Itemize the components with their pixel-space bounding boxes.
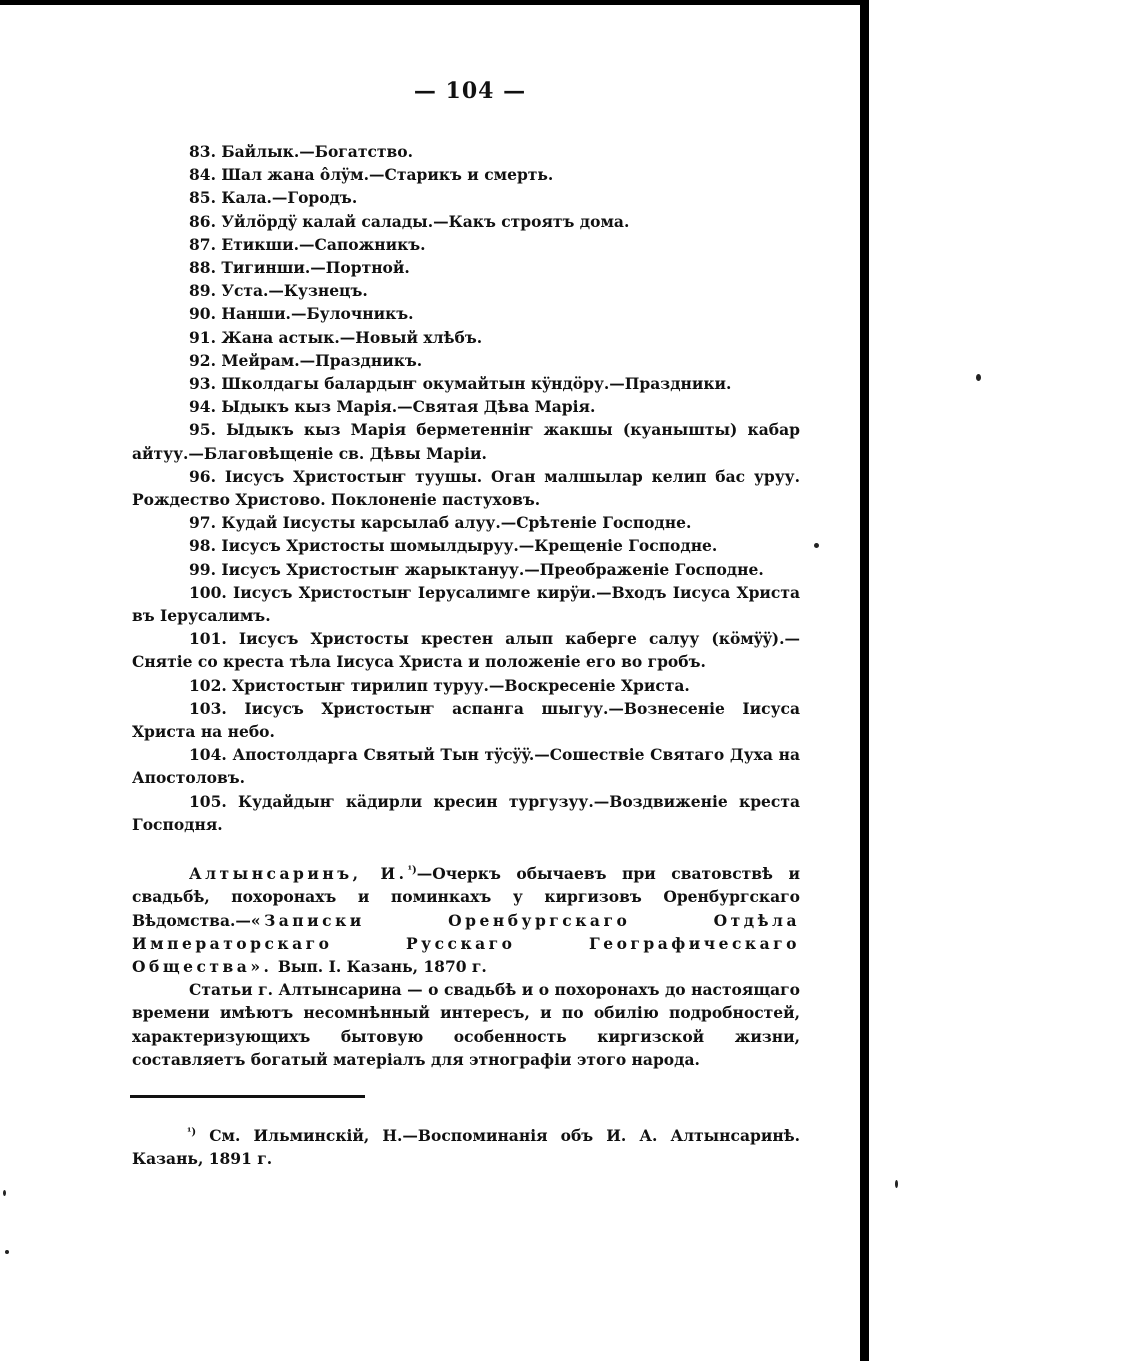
entry-text: Тигинши.—Портной. bbox=[221, 258, 410, 278]
entry-number: 96. bbox=[189, 466, 216, 486]
entry-number: 103. bbox=[189, 698, 227, 718]
entry-number: 92. bbox=[189, 350, 216, 370]
entry-text: Христостыҥ тирилип туруу.—Воскресенiе Христа. bbox=[232, 675, 690, 695]
bibliography-entry bbox=[132, 859, 800, 978]
scan-speck bbox=[3, 1190, 6, 1196]
scan-speck bbox=[5, 1250, 9, 1254]
entry-text: Кудайдыҥ кäдирли кресин тургузуу.—Воздвиженiе креста Господня. bbox=[132, 791, 800, 834]
entry-number: 104. bbox=[189, 745, 227, 765]
entry-text: Уйлöрдÿ калай салады.—Какъ строятъ дома. bbox=[221, 211, 630, 231]
list-item bbox=[132, 534, 800, 557]
entry-number: 89. bbox=[189, 281, 216, 301]
scan-speck bbox=[814, 543, 819, 548]
entry-number: 90. bbox=[189, 304, 216, 324]
entry-number: 87. bbox=[189, 234, 216, 254]
entry-text: Ыдыкъ кыз Марiя берметеннiҥ жакшы (куанышты) кабар айтуу.—Благовѣщенiе св. Дѣвы Марiи. bbox=[132, 420, 800, 463]
section-spacer bbox=[132, 836, 800, 859]
footnote-text: См. Ильминскiй, Н.—Воспоминанiя объ И. А. Алтынсаринѣ. Казань, 1891 г. bbox=[132, 1126, 800, 1169]
page-number: — 104 — bbox=[413, 78, 527, 104]
entry-number: 88. bbox=[189, 258, 216, 278]
entry-text: Апостолдарга Святый Тын тÿсÿÿ.—Сошествiе Святаго Духа на Апостоловъ. bbox=[132, 745, 800, 788]
entry-number: 98. bbox=[189, 536, 216, 556]
list-item bbox=[132, 349, 800, 372]
bibliography-journal: «Записки Оренбургскаго Отдѣла Императорскаго Русскаго Географическаго Общества». bbox=[132, 910, 800, 977]
entry-text: Iисусъ Христосты шомылдыруу.—Крещенiе Господне. bbox=[221, 536, 718, 556]
entry-number: 100. bbox=[189, 582, 227, 602]
list-item bbox=[132, 418, 800, 464]
entry-text: Уста.—Кузнецъ. bbox=[221, 281, 368, 301]
entry-list bbox=[132, 140, 800, 836]
bibliography-author: Алтынсаринъ, И. bbox=[189, 864, 408, 884]
bibliography-edition: Вып. I. Казань, 1870 г. bbox=[277, 957, 487, 977]
list-item bbox=[132, 697, 800, 743]
list-item bbox=[132, 372, 800, 395]
entry-number: 95. bbox=[189, 420, 216, 440]
list-item bbox=[132, 395, 800, 418]
entry-text: Iисусъ Христостыҥ Iерусалимге кирÿи.—Входъ Iисуса Христа въ Iерусалимъ. bbox=[132, 582, 800, 626]
list-item bbox=[132, 279, 800, 302]
entry-text: Iисусъ Христостыҥ жарыктануу.—Преображенiе Господне. bbox=[221, 559, 764, 579]
bibliography-commentary: Статьи г. Алтынсарина — о свадьбѣ и о похоронахъ до настоящаго времени имѣютъ несомнѣнный интересъ, и по обилiю подробностей, характеризующихъ бытовую особенность киргизской жизни, составляетъ богатый матерiалъ для этнографiи этого народа. bbox=[132, 980, 800, 1069]
footnote-reference: ¹) bbox=[407, 865, 417, 877]
list-item bbox=[132, 140, 800, 163]
list-item bbox=[132, 256, 800, 279]
entry-number: 93. bbox=[189, 374, 216, 394]
entry-number: 84. bbox=[189, 165, 216, 185]
bibliography-title: —Очеркъ обычаевъ при сватовствѣ и свадьбѣ, похоронахъ и поминкахъ у киргизовъ Оренбургскаго Вѣдомства.— bbox=[132, 864, 800, 930]
list-item bbox=[132, 163, 800, 186]
entry-number: 85. bbox=[189, 188, 216, 208]
entry-text: Кала.—Городъ. bbox=[221, 188, 358, 208]
list-item bbox=[132, 674, 800, 697]
list-item bbox=[132, 581, 800, 627]
entry-text: Жана астык.—Новый хлѣбъ. bbox=[221, 327, 483, 347]
list-item bbox=[132, 627, 800, 673]
entry-text: Шал жана ôлÿм.—Старикъ и смерть. bbox=[221, 165, 554, 185]
entry-number: 102. bbox=[189, 675, 227, 695]
entry-text: Iисусъ Христостыҥ аспанга шыгуу.—Вознесенiе Iисуса Христа на небо. bbox=[132, 698, 800, 742]
entry-number: 97. bbox=[189, 513, 216, 533]
footnote-separator bbox=[130, 1095, 365, 1098]
footnote-mark: ¹) bbox=[187, 1127, 197, 1138]
scan-speck bbox=[895, 1180, 898, 1188]
page-body bbox=[132, 140, 800, 1071]
entry-number: 91. bbox=[189, 327, 216, 347]
list-item bbox=[132, 186, 800, 209]
page-edge-bar bbox=[860, 0, 869, 1361]
list-item bbox=[132, 790, 800, 836]
entry-text: Етикши.—Сапожникъ. bbox=[221, 234, 426, 254]
entry-number: 99. bbox=[189, 559, 216, 579]
footnote bbox=[132, 1121, 800, 1170]
entry-text: Мейрам.—Праздникъ. bbox=[221, 350, 423, 370]
list-item bbox=[132, 558, 800, 581]
entry-text: Iисусъ Христостыҥ туушы. Оган малшылар келип бас уруу. Рождество Христово. Поклоненiе пастуховъ. bbox=[132, 466, 800, 510]
list-item bbox=[132, 233, 800, 256]
entry-text: Нанши.—Булочникъ. bbox=[221, 304, 414, 324]
top-border-rule bbox=[0, 0, 868, 5]
entry-number: 83. bbox=[189, 142, 216, 161]
entry-number: 94. bbox=[189, 397, 216, 417]
entry-text: Байлык.—Богатство. bbox=[221, 142, 413, 161]
list-item bbox=[132, 465, 800, 511]
entry-number: 86. bbox=[189, 211, 216, 231]
scan-speck bbox=[976, 374, 981, 381]
entry-text: Школдагы балардыҥ окумайтын кÿндöру.—Праздники. bbox=[221, 374, 732, 394]
list-item bbox=[132, 302, 800, 325]
entry-text: Ыдыкъ кыз Марiя.—Святая Дѣва Марiя. bbox=[221, 397, 596, 417]
entry-number: 105. bbox=[189, 791, 227, 811]
list-item bbox=[132, 511, 800, 534]
entry-number: 101. bbox=[189, 629, 227, 649]
entry-text: Кудай Iисусты карсылаб алуу.—Срѣтенiе Господне. bbox=[221, 513, 692, 533]
list-item bbox=[132, 743, 800, 789]
entry-text: Iисусъ Христосты крестен алып каберге салуу (кöмÿÿ).—Снятiе со креста тѣла Iисуса Христа и положенiе его во гробъ. bbox=[132, 629, 800, 672]
list-item bbox=[132, 326, 800, 349]
list-item bbox=[132, 210, 800, 233]
